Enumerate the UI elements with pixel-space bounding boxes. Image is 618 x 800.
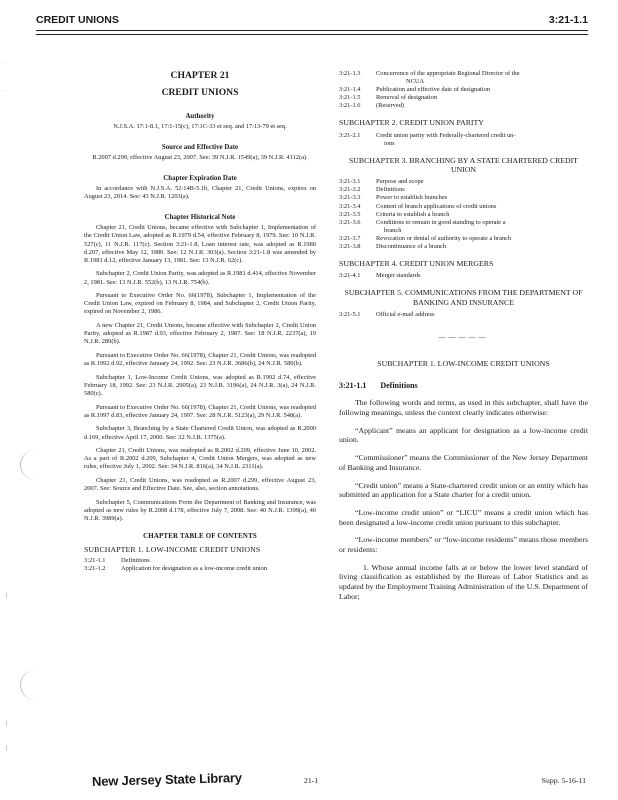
toc-item-number: 3:21-3.7	[339, 234, 361, 242]
body-paragraph: “Commissioner” means the Commissioner of the New Jersey Department of Banking and Insurance.	[339, 453, 588, 472]
toc-item	[84, 565, 316, 573]
toc-item	[339, 243, 588, 251]
history-paragraph: Pursuant to Executive Order No. 66(1978), Chapter 21, Credit Unions, was readopted as R.1997 d.83, effective January 24, 1997. See: 28 N.J.R. 5123(a), 29 N.J.R. 548(a).	[84, 403, 316, 419]
page-footer	[0, 764, 618, 794]
toc-item	[339, 235, 588, 243]
toc-item-number: 3:21-1.6	[339, 102, 361, 110]
body-paragraph: “Low-income members” or “low-income residents” means those members or residents:	[339, 535, 588, 555]
toc-item-number: 3:21-3.3	[339, 194, 361, 202]
history-paragraph: Pursuant to Executive Order No. 66(1978), Chapter 21, Credit Unions, was readopted as R.1992 d.92, effective January 24, 1992. See: 23 N.J.R. 3686(b), 24 N.J.R. 580(b).	[84, 351, 316, 368]
margin-mark	[6, 720, 7, 726]
toc-item-number: 3:21-2.1	[339, 131, 361, 139]
supplement-date: Supp. 5-16-11	[541, 776, 586, 785]
history-paragraph: Chapter 21, Credit Unions, became effective with Subchapter 1, Implementation of the Credit Union Law, adopted as R.1979 d.54, effective February 8, 1979. See: 10 N.J.R. 527(c), 11 N.J.R. 117(c). Section 3:21-1.8, Loan interest rate, was adopted as R.1980 d.207, effective May 12, 1980. See: 12 N.J.R. 303(a). Section 3:21-1.8 was amended by R.1981 d.12, effective January 13, 1981. See: 13 N.J.R. 62(c).	[84, 224, 316, 264]
punch-hole-mark	[20, 670, 51, 700]
toc-item-number: 3:21-5.1	[339, 310, 361, 318]
body-paragraph: 1. Whose annual income falls at or below the lower level standard of living classification as established by the Bureau of Labor Statistics and as updated by the Employment Training Administration of the U.S. Department of Labor;	[339, 562, 588, 601]
toc-item-number: 3:21-1.4	[339, 86, 361, 94]
toc-item-number: 3:21-3.1	[339, 178, 361, 186]
body-paragraph: “Credit union” means a State-chartered credit union or an entity which has submitted an application for a State charter for a credit union.	[339, 480, 588, 500]
toc-item-number: 3:21-1.2	[84, 565, 106, 573]
toc-item	[339, 132, 588, 148]
toc-item-number: 3:21-1.3	[339, 70, 361, 77]
history-paragraph: Subchapter 1, Low-Income Credit Unions, was adopted as R.1992 d.74, effective February 18, 1992. See: 23 N.J.R. 2905(a), 23 N.J.R. 3196(a), 24 N.J.R. 3(a), 24 N.J.R. 580(c).	[84, 373, 316, 397]
toc-item-title: Discontinuance of a branch	[376, 243, 447, 251]
toc-item-title: Application for designation as a low-income credit union	[121, 565, 268, 573]
margin-mark	[6, 592, 7, 598]
toc-item-number: 3:21-4.1	[339, 272, 361, 280]
toc-item-title: Purpose and scope	[376, 178, 424, 186]
toc-item-title: Revocation or denial of authority to operate a branch	[376, 234, 512, 242]
history-paragraph: Subchapter 5, Communications From the Department of Banking and Insurance, was adopted as new rules by R.2008 d.178, effective July 7, 2008. See: 40 N.J.R. 1399(a), 40 N.J.R. 3989(a).	[84, 498, 316, 523]
history-paragraph: Chapter 21, Credit Unions, was readopted as R.2002 d.209, effective June 10, 2002. As a part of R.2002 d.209, Subchapter 4, Credit Union Mergers, was adopted as new rules, effective July 1, 2002. See: 34 N.J.R. 816(a), 34 N.J.R. 2311(a).	[84, 447, 316, 471]
toc-item-number: 3:21-3.2	[339, 186, 361, 194]
header-title: CREDIT UNIONS	[36, 14, 119, 26]
toc-item	[339, 94, 588, 102]
library-stamp: New Jersey State Library	[91, 770, 243, 789]
toc-item	[339, 70, 588, 86]
toc-item-title: Official e-mail address	[376, 310, 435, 318]
history-paragraph: A new Chapter 21, Credit Unions, became effective with Subchapter 2, Credit Union Parity, adopted as R.1987 d.93, effective February 2, 1987. See: 18 N.J.R. 2237(a), 19 N.J.R. 289(b).	[84, 322, 316, 346]
chapter-name: CREDIT UNIONS	[161, 87, 239, 98]
toc-subchapter-3: SUBCHAPTER 3. BRANCHING BY A STATE CHARTERED CREDIT UNION	[348, 155, 579, 175]
toc-item-title: Conditions to remain in good standing to operate a	[376, 218, 506, 226]
toc-subchapter-5: SUBCHAPTER 5. COMMUNICATIONS FROM THE DEPARTMENT OF BANKING AND INSURANCE	[344, 288, 583, 307]
toc-item-title: Criteria to establish a branch	[376, 210, 450, 218]
toc-item-title: Removal of designation	[376, 94, 438, 102]
left-column	[84, 62, 316, 573]
toc-item	[339, 102, 588, 110]
toc-item	[339, 194, 588, 202]
toc-item	[339, 272, 588, 280]
history-paragraph: Chapter 21, Credit Unions, was readopted as R.2007 d.299, effective August 23, 2007. See: Source and Effective Date. See, also, section annotations.	[84, 477, 316, 493]
toc-item	[339, 211, 588, 219]
toc-item-title-cont: branch	[384, 226, 402, 234]
punch-hole-mark	[0, 62, 23, 92]
toc-item-title-cont: NCUA	[406, 78, 425, 86]
toc-item-number: 3:21-3.4	[339, 202, 361, 210]
toc-item-number: 3:21-3.8	[339, 243, 361, 251]
toc-item-title: Concurrence of the appropriate Regional Director of the	[376, 70, 520, 77]
punch-hole-mark	[20, 450, 51, 480]
chapter-number: CHAPTER 21	[170, 70, 230, 81]
toc-item-title: Credit union parity with Federally-chartered credit un-	[376, 131, 516, 139]
toc-item-title: Power to establish branches	[376, 194, 448, 202]
toc-item	[84, 557, 316, 565]
source-text: R.2007 d.299, effective August 23, 2007. See: 39 N.J.R. 1549(a), 39 N.J.R. 4112(a).	[92, 154, 308, 162]
body-paragraph: “Low-income credit union” or “LICU” means a credit union which has been designated a low-income credit union pursuant to this subchapter.	[339, 507, 588, 527]
history-paragraph: Subchapter 2, Credit Union Parity, was adopted as R.1981 d.414, effective November 2, 1981. See: 13 N.J.R. 552(b), 13 N.J.R. 754(b).	[84, 270, 316, 286]
toc-item-title: (Reserved)	[376, 102, 405, 110]
body-paragraph: The following words and terms, as used in this subchapter, shall have the following meanings, unless the context clearly indicates otherwise:	[339, 398, 588, 417]
toc-item	[339, 203, 588, 211]
toc-subchapter-4: SUBCHAPTER 4. CREDIT UNION MERGERS	[339, 259, 494, 269]
toc-heading: CHAPTER TABLE OF CONTENTS	[143, 533, 257, 541]
toc-item	[339, 219, 588, 235]
toc-item	[339, 186, 588, 194]
toc-item-number: 3:21-1.1	[84, 557, 106, 565]
body-paragraph: “Applicant” means an applicant for designation as a low-income credit union.	[339, 425, 588, 445]
running-header	[36, 14, 588, 30]
authority-label: Authority	[185, 113, 215, 120]
toc-item-title-cont: ions	[384, 139, 395, 147]
expiration-text: In accordance with N.J.S.A. 52:14B-5.1b, Chapter 21, Credit Unions, expires on August 23, 2014. See: 43 N.J.R. 1203(a).	[84, 185, 316, 201]
toc-item-number: 3:21-1.5	[339, 94, 361, 102]
header-rule-thin	[36, 34, 588, 35]
history-paragraph: Subchapter 3, Branching by a State Chartered Credit Union, was adopted as R.2000 d.169, effective April 17, 2000. See: 32 N.J.R. 1375(a).	[84, 425, 316, 441]
header-section: 3:21-1.1	[548, 14, 588, 26]
toc-item	[339, 178, 588, 186]
expiration-label: Chapter Expiration Date	[163, 175, 237, 183]
section-number: 3:21-1.1	[339, 381, 367, 391]
toc-item-title: Content of branch applications of credit unions	[376, 202, 497, 210]
toc-subchapter-2: SUBCHAPTER 2. CREDIT UNION PARITY	[339, 118, 484, 128]
right-column	[339, 70, 588, 610]
history-paragraph: Pursuant to Executive Order No. 66(1978), Subchapter 1, Implementation of the Credit Union Law, expired on February 8, 1984, and Subchapter 2, Credit Union Parity, expired on November 2, 1986.	[84, 292, 316, 316]
toc-item-title: Merger standards	[376, 272, 421, 280]
authority-text: N.J.S.A. 17:1-8.1, 17:1-15(c), 17:1C-33 et seq. and 17:13-79 et seq.	[113, 123, 287, 130]
body-subchapter-heading: SUBCHAPTER 1. LOW-INCOME CREDIT UNIONS	[377, 359, 550, 368]
page-number: 21-1	[304, 776, 319, 785]
toc-item-title: Definitions	[121, 557, 150, 565]
margin-mark	[6, 745, 7, 751]
toc-item	[339, 311, 588, 319]
section-heading	[339, 382, 588, 390]
source-label: Source and Effective Date	[161, 144, 239, 152]
toc-item-number: 3:21-3.6	[339, 218, 361, 226]
toc-subchapter-1: SUBCHAPTER 1. LOW-INCOME CREDIT UNIONS	[84, 545, 261, 555]
toc-item-title: Definitions	[376, 186, 405, 194]
toc-item-title: Publication and effective date of designation	[376, 86, 490, 94]
toc-item-number: 3:21-3.5	[339, 210, 361, 218]
toc-item	[339, 86, 588, 94]
history-label: Chapter Historical Note	[164, 214, 236, 222]
section-divider: —————	[438, 332, 489, 341]
section-title: Definitions	[380, 381, 418, 391]
header-rule	[36, 30, 588, 31]
